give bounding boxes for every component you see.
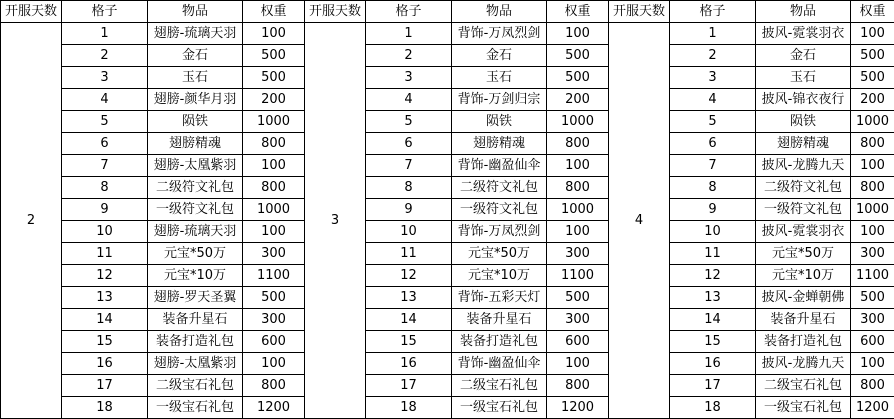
item-cell: 一级符文礼包 [756,199,851,221]
weight-cell: 500 [547,67,609,89]
slot-cell: 1 [670,23,756,45]
weight-cell: 800 [851,375,894,397]
weight-cell: 1000 [243,111,305,133]
item-cell: 装备升星石 [452,309,547,331]
item-cell: 二级符文礼包 [148,177,243,199]
slot-header: 格子 [670,1,756,23]
table-row [1,243,894,265]
slot-cell: 8 [62,177,148,199]
slot-cell: 13 [366,287,452,309]
slot-cell: 4 [62,89,148,111]
slot-cell: 2 [670,45,756,67]
slot-cell: 1 [62,23,148,45]
item-cell: 翅膀精魂 [148,133,243,155]
weight-cell: 800 [851,177,894,199]
item-cell: 翅膀-琉璃天羽 [148,221,243,243]
table-row [1,199,894,221]
slot-cell: 14 [62,309,148,331]
table-row [1,45,894,67]
slot-cell: 6 [366,133,452,155]
slot-cell: 10 [62,221,148,243]
item-cell: 披风-龙腾九天 [756,353,851,375]
slot-cell: 5 [62,111,148,133]
item-cell: 背饰-万剑归宗 [452,89,547,111]
weight-cell: 1000 [547,111,609,133]
weight-cell: 300 [243,309,305,331]
weight-cell: 500 [547,287,609,309]
item-cell: 背饰-幽盈仙伞 [452,155,547,177]
item-cell: 元宝*10万 [452,265,547,287]
slot-cell: 6 [670,133,756,155]
slot-header: 格子 [62,1,148,23]
item-cell: 翅膀-太凰紫羽 [148,353,243,375]
weight-cell: 500 [243,287,305,309]
item-cell: 装备打造礼包 [452,331,547,353]
item-header: 物品 [148,1,243,23]
item-cell: 玉石 [756,67,851,89]
table-row [1,89,894,111]
open-days-header: 开服天数 [1,1,62,23]
slot-cell: 7 [366,155,452,177]
open-day-cell: 3 [305,23,366,419]
weight-cell: 100 [547,353,609,375]
item-cell: 背饰-万凤烈剑 [452,23,547,45]
weight-cell: 500 [851,45,894,67]
weight-header: 权重 [547,1,609,23]
slot-cell: 16 [670,353,756,375]
item-cell: 背饰-万凤烈剑 [452,221,547,243]
table-row [1,221,894,243]
weight-cell: 1100 [243,265,305,287]
slot-cell: 10 [670,221,756,243]
item-cell: 披风-龙腾九天 [756,155,851,177]
item-cell: 一级符文礼包 [148,199,243,221]
slot-cell: 8 [366,177,452,199]
weight-cell: 100 [547,221,609,243]
weight-cell: 100 [243,353,305,375]
slot-cell: 9 [62,199,148,221]
item-cell: 装备打造礼包 [756,331,851,353]
item-cell: 翅膀-罗天圣翼 [148,287,243,309]
weight-cell: 1000 [243,199,305,221]
item-cell: 翅膀精魂 [756,133,851,155]
item-cell: 披风-霓裳羽衣 [756,23,851,45]
item-cell: 装备升星石 [756,309,851,331]
weight-cell: 800 [243,133,305,155]
slot-cell: 16 [62,353,148,375]
weight-header: 权重 [243,1,305,23]
slot-cell: 13 [62,287,148,309]
table-row [1,133,894,155]
weight-cell: 100 [851,353,894,375]
item-cell: 陨铁 [148,111,243,133]
item-cell: 二级符文礼包 [756,177,851,199]
table-row [1,309,894,331]
weight-cell: 100 [243,221,305,243]
item-cell: 装备打造礼包 [148,331,243,353]
weight-cell: 600 [547,331,609,353]
item-cell: 二级宝石礼包 [452,375,547,397]
weight-cell: 1000 [851,199,894,221]
slot-cell: 6 [62,133,148,155]
item-cell: 一级符文礼包 [452,199,547,221]
weight-cell: 800 [243,177,305,199]
weight-cell: 200 [851,89,894,111]
table-row [1,177,894,199]
table-row [1,397,894,419]
slot-cell: 3 [366,67,452,89]
table-body [1,23,894,419]
weight-cell: 1200 [243,397,305,419]
item-cell: 元宝*50万 [452,243,547,265]
slot-cell: 2 [366,45,452,67]
slot-cell: 9 [670,199,756,221]
slot-cell: 12 [670,265,756,287]
weight-cell: 300 [851,243,894,265]
item-cell: 装备升星石 [148,309,243,331]
weight-cell: 500 [243,67,305,89]
item-cell: 一级宝石礼包 [452,397,547,419]
weight-cell: 1100 [547,265,609,287]
slot-cell: 5 [670,111,756,133]
table-row [1,265,894,287]
weight-header: 权重 [851,1,894,23]
slot-cell: 12 [62,265,148,287]
weight-cell: 800 [851,133,894,155]
item-cell: 陨铁 [756,111,851,133]
item-cell: 一级宝石礼包 [148,397,243,419]
slot-cell: 11 [366,243,452,265]
item-cell: 陨铁 [452,111,547,133]
weight-cell: 1000 [547,199,609,221]
header-row [1,1,894,23]
slot-cell: 13 [670,287,756,309]
item-cell: 金石 [148,45,243,67]
slot-cell: 17 [62,375,148,397]
slot-cell: 10 [366,221,452,243]
weight-cell: 1200 [851,397,894,419]
slot-cell: 18 [670,397,756,419]
weight-cell: 300 [851,309,894,331]
slot-cell: 9 [366,199,452,221]
weight-cell: 500 [851,67,894,89]
slot-cell: 12 [366,265,452,287]
item-cell: 披风-金蝉朝佛 [756,287,851,309]
table-row [1,375,894,397]
slot-cell: 14 [366,309,452,331]
weight-cell: 100 [851,221,894,243]
slot-cell: 7 [62,155,148,177]
slot-header: 格子 [366,1,452,23]
slot-cell: 17 [670,375,756,397]
weight-cell: 300 [547,309,609,331]
item-cell: 一级宝石礼包 [756,397,851,419]
weight-cell: 1100 [851,265,894,287]
item-cell: 元宝*10万 [756,265,851,287]
weight-cell: 500 [243,45,305,67]
table-row [1,331,894,353]
slot-cell: 4 [366,89,452,111]
open-day-cell: 2 [1,23,62,419]
item-cell: 元宝*50万 [756,243,851,265]
table-row [1,67,894,89]
weight-cell: 100 [851,155,894,177]
table-row [1,287,894,309]
weight-cell: 800 [547,177,609,199]
item-header: 物品 [756,1,851,23]
item-cell: 翅膀-太凰紫羽 [148,155,243,177]
slot-cell: 18 [62,397,148,419]
slot-cell: 14 [670,309,756,331]
item-cell: 玉石 [148,67,243,89]
slot-cell: 15 [62,331,148,353]
weight-cell: 800 [547,133,609,155]
item-cell: 披风-锦衣夜行 [756,89,851,111]
item-cell: 翅膀精魂 [452,133,547,155]
slot-cell: 1 [366,23,452,45]
item-cell: 翅膀-颜华月羽 [148,89,243,111]
weight-cell: 600 [851,331,894,353]
item-cell: 二级符文礼包 [452,177,547,199]
weight-cell: 600 [243,331,305,353]
slot-cell: 4 [670,89,756,111]
weight-cell: 800 [547,375,609,397]
weight-cell: 300 [547,243,609,265]
weight-cell: 1200 [547,397,609,419]
weight-cell: 100 [547,23,609,45]
slot-cell: 11 [62,243,148,265]
weight-cell: 800 [243,375,305,397]
item-cell: 翅膀-琉璃天羽 [148,23,243,45]
slot-cell: 3 [62,67,148,89]
item-cell: 金石 [756,45,851,67]
weight-cell: 100 [243,155,305,177]
open-day-cell: 4 [609,23,670,419]
open-days-header: 开服天数 [609,1,670,23]
table-row [1,353,894,375]
item-cell: 元宝*10万 [148,265,243,287]
item-cell: 元宝*50万 [148,243,243,265]
slot-cell: 15 [366,331,452,353]
weight-cell: 100 [851,23,894,45]
slot-cell: 15 [670,331,756,353]
item-header: 物品 [452,1,547,23]
slot-cell: 11 [670,243,756,265]
slot-cell: 3 [670,67,756,89]
weight-cell: 100 [243,23,305,45]
item-cell: 玉石 [452,67,547,89]
item-cell: 二级宝石礼包 [756,375,851,397]
slot-cell: 18 [366,397,452,419]
item-cell: 背饰-幽盈仙伞 [452,353,547,375]
table-row [1,23,894,45]
slot-cell: 5 [366,111,452,133]
item-cell: 二级宝石礼包 [148,375,243,397]
table-row [1,111,894,133]
slot-cell: 17 [366,375,452,397]
weight-cell: 500 [547,45,609,67]
weight-cell: 1000 [851,111,894,133]
slot-cell: 7 [670,155,756,177]
open-days-header: 开服天数 [305,1,366,23]
slot-cell: 2 [62,45,148,67]
table-row [1,155,894,177]
weight-cell: 200 [547,89,609,111]
weight-cell: 500 [851,287,894,309]
item-cell: 披风-霓裳羽衣 [756,221,851,243]
weight-cell: 300 [243,243,305,265]
slot-cell: 8 [670,177,756,199]
weight-cell: 200 [243,89,305,111]
weight-cell: 100 [547,155,609,177]
slot-cell: 16 [366,353,452,375]
item-cell: 背饰-五彩天灯 [452,287,547,309]
item-cell: 金石 [452,45,547,67]
